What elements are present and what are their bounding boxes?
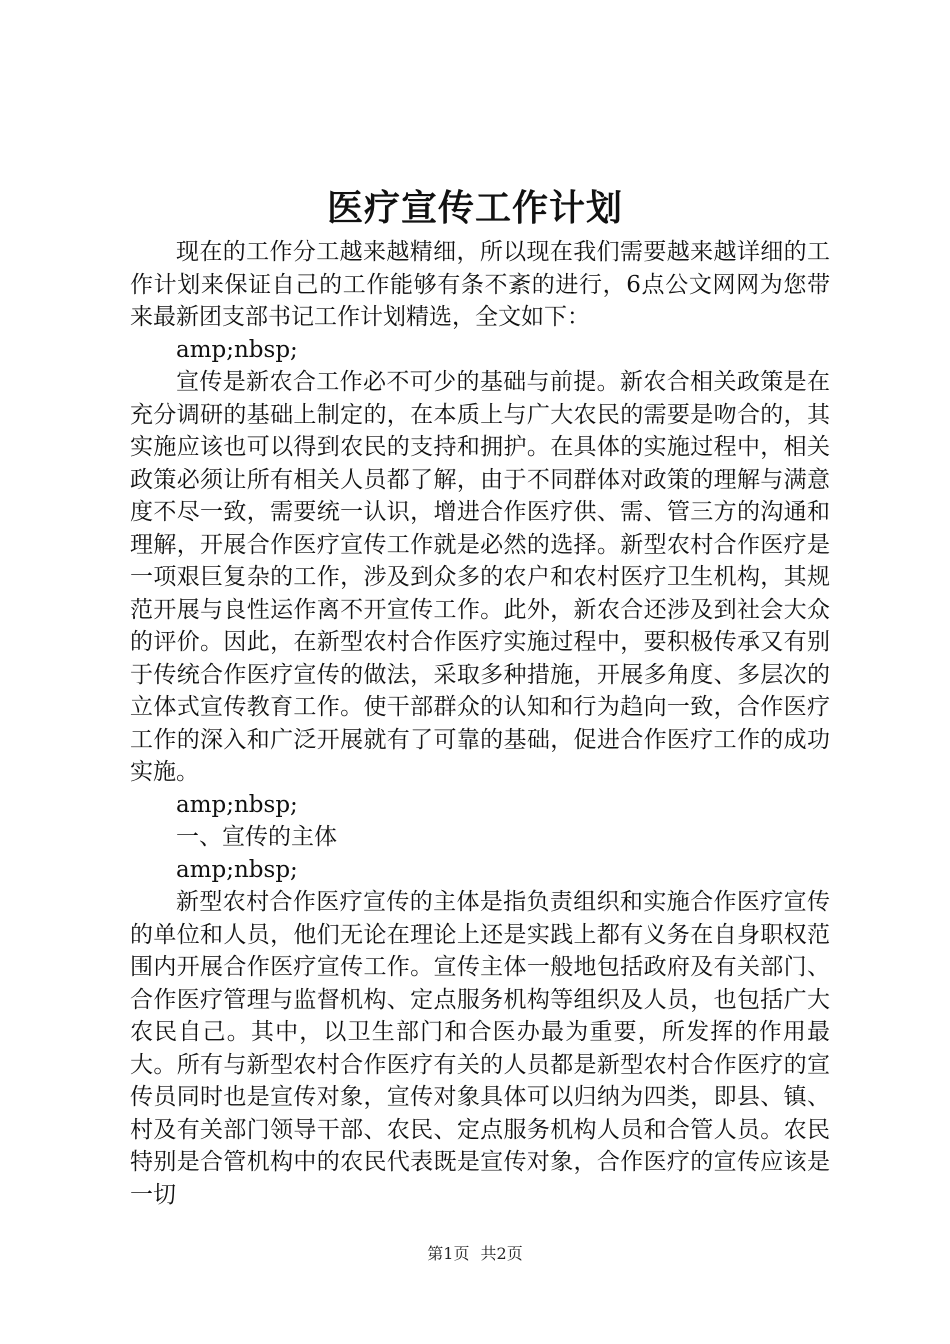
paragraph-nbsp-2: amp;nbsp; — [176, 791, 298, 818]
paragraph-propaganda-basis: 宣传是新农合工作必不可少的基础与前提。新农合相关政策是在充分调研的基础上制定的，在本质上与广大农民的需要是吻合的，其实施应该也可以得到农民的支持和拥护。在具体的实施过程中，相关政策必须让所有相关人员都了解，由于不同群体对政策的理解与满意度不尽一致，需要统一认识，增进合作医疗供、需、管三方的沟通和理解，开展合作医疗宣传工作就是必然的选择。新型农村合作医疗是一项艰巨复杂的工作，涉及到众多的农户和农村医疗卫生机构，其规范开展与良性运作离不开宣传工作。此外，新农合还涉及到社会大众的评价。因此，在新型农村合作医疗实施过程中，要积极传承又有别于传统合作医疗宣传的做法，采取多种措施，开展多角度、多层次的立体式宣传教育工作。使干部群众的认知和行为趋向一致，合作医疗工作的深入和广泛开展就有了可靠的基础，促进合作医疗工作的成功实施。 — [130, 369, 830, 785]
document-title: 医疗宣传工作计划 — [326, 187, 623, 229]
paragraph-subject-detail: 新型农村合作医疗宣传的主体是指负责组织和实施合作医疗宣传的单位和人员，他们无论在理论上还是实践上都有义务在自身职权范围内开展合作医疗宣传工作。宣传主体一般地包括政府及有关部门、合作医疗管理与监督机构、定点服务机构等组织及人员，也包括广大农民自己。其中，以卫生部门和合医办最为重要，所发挥的作用最大。所有与新型农村合作医疗有关的人员都是新型农村合作医疗的宣传员同时也是宣传对象，宣传对象具体可以归纳为四类，即县、镇、村及有关部门领导干部、农民、定点服务机构人员和合管人员。农民特别是合管机构中的农民代表既是宣传对象，合作医疗的宣传应该是一切 — [130, 889, 830, 1208]
page-footer — [0, 1242, 950, 1266]
paragraph-nbsp-3: amp;nbsp; — [176, 856, 298, 883]
document-body — [130, 236, 830, 1211]
page-number-current: 第1页 — [427, 1244, 470, 1263]
page-number-total: 共2页 — [480, 1244, 523, 1263]
section-heading-subject: 一、宣传的主体 — [176, 824, 337, 850]
paragraph-intro: 现在的工作分工越来越精细，所以现在我们需要越来越详细的工作计划来保证自己的工作能够有条不紊的进行，6点公文网网为您带来最新团支部书记工作计划精选，全文如下： — [130, 239, 830, 330]
paragraph-nbsp-1: amp;nbsp; — [176, 336, 298, 363]
